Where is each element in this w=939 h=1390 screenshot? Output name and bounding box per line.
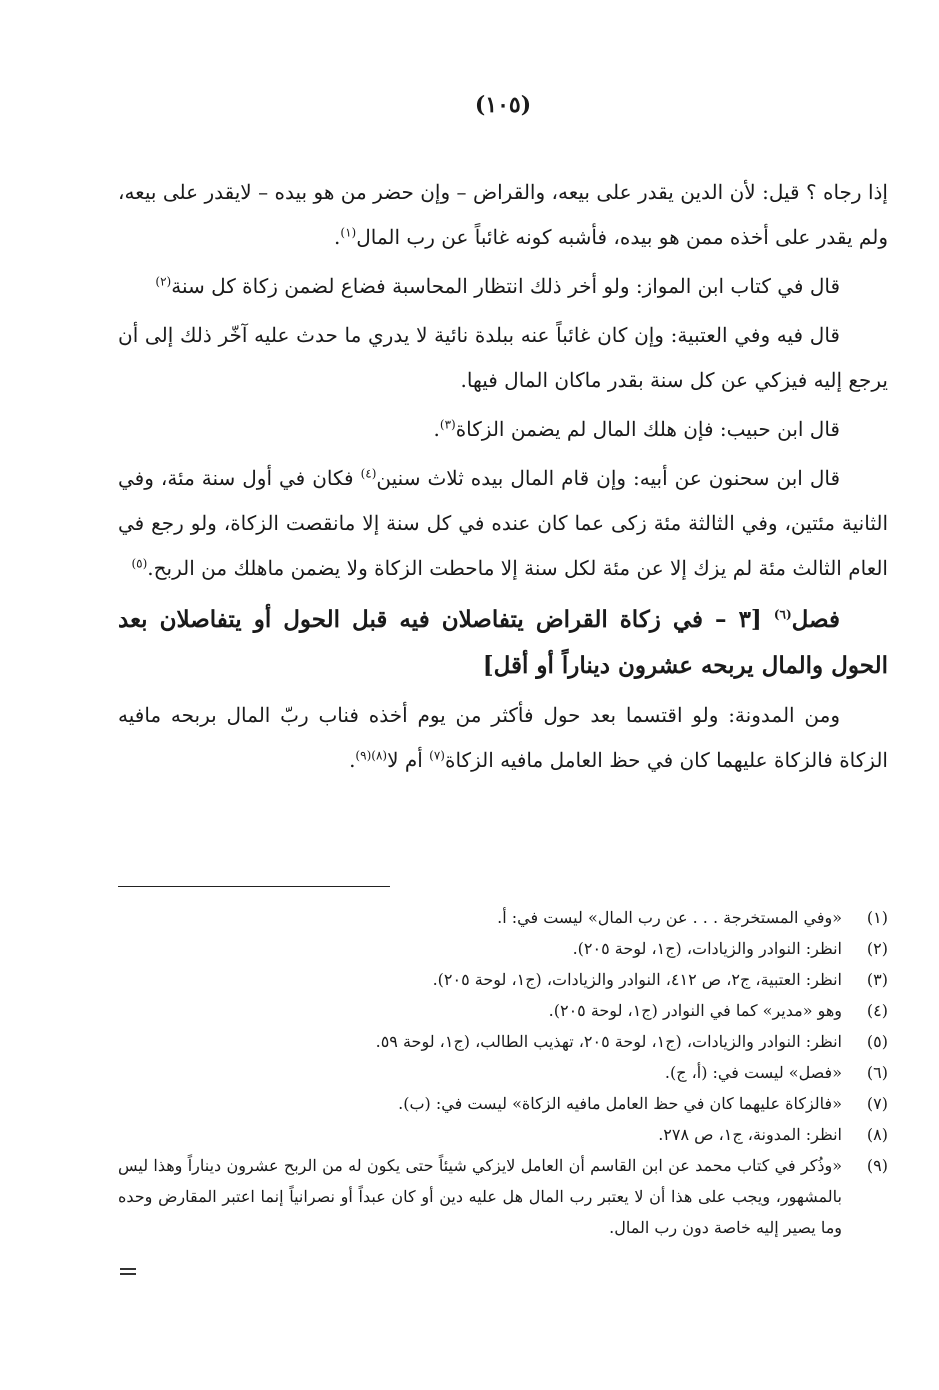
footnote-4 xyxy=(118,995,888,1026)
paragraph-5-end: فكان في أول سنة مئة، وفي الثانية مئتين، وفي الثالثة مئة زكى عما كان عنده في كل سنة إلا مانقصت الزكاة، ولو رجع في العام الثالث مئة لم يزك إلا عن مئة لكل سنة إلا ماحطت الزكاة ولا يضمن ماهلك من الربح. xyxy=(118,466,888,580)
footnote-text: انظر: النوادر والزيادات، (ج١، لوحة ٢٠٥). xyxy=(572,939,842,958)
paragraph-2-text: قال في كتاب ابن المواز: ولو أخر ذلك انتظار المحاسبة فضاع لضمن زكاة كل سنة xyxy=(171,274,840,298)
footnote-separator xyxy=(118,886,390,887)
footnote-text: انظر: العتبية، ج٢، ص ٤١٢، النوادر والزيادات، (ج١، لوحة ٢٠٥). xyxy=(432,970,842,989)
footnote-text: انظر: المدونة، ج١، ص ٢٧٨. xyxy=(658,1125,842,1144)
paragraph-3 xyxy=(118,313,888,403)
page xyxy=(118,0,888,1390)
footnote-ref-2: (٢) xyxy=(155,274,172,289)
footnote-ref-7: (٧) xyxy=(429,748,445,763)
paragraph-6-text-2: أم لا xyxy=(387,748,430,772)
paragraph-4-text: قال ابن حبيب: فإن هلك المال لم يضمن الزكاة xyxy=(455,417,840,441)
section-heading-word: فصل xyxy=(791,606,840,633)
footnote-7 xyxy=(118,1088,888,1119)
footnotes xyxy=(118,902,888,1243)
footnote-ref-4: (٤) xyxy=(360,466,377,481)
paragraph-5 xyxy=(118,456,888,591)
footnote-number: (٦) xyxy=(866,1063,888,1082)
footnote-number: (٤) xyxy=(866,1001,888,1020)
paragraph-3-text: قال فيه وفي العتبية: وإن كان غائباً عنه ببلدة نائية لا يدري ما حدث عليه آخّر ذلك إلى أن يرجع إليه فيزكي عن كل سنة بقدر ماكان المال فيها. xyxy=(118,323,888,392)
footnote-3 xyxy=(118,964,888,995)
footnote-number: (٥) xyxy=(866,1032,888,1051)
footnote-ref-8-9: (٨)(٩) xyxy=(355,748,388,763)
footnote-9 xyxy=(118,1150,888,1243)
section-heading-text: [٣ – في زكاة القراض يتفاصلان فيه قبل الحول أو يتفاصلان بعد الحول والمال يربحه عشرون ديناراً أو أقل] xyxy=(118,606,888,679)
paragraph-6 xyxy=(118,693,888,783)
section-heading xyxy=(118,597,888,689)
footnote-number: (٧) xyxy=(866,1094,888,1113)
paragraph-1-end: . xyxy=(334,225,341,249)
footnote-text: «فالزكاة عليهما كان في حظ العامل مافيه الزكاة» ليست في: (ب). xyxy=(398,1094,842,1113)
footnote-ref-6: (٦) xyxy=(773,607,792,622)
footnote-ref-1: (١) xyxy=(340,225,357,240)
end-mark xyxy=(120,1268,136,1278)
paragraph-1 xyxy=(118,170,888,260)
footnote-number: (١) xyxy=(866,908,888,927)
paragraph-4-end: . xyxy=(433,417,440,441)
footnote-number: (٢) xyxy=(866,939,888,958)
footnote-6 xyxy=(118,1057,888,1088)
footnote-2 xyxy=(118,933,888,964)
footnote-number: (٣) xyxy=(866,970,888,989)
footnote-number: (٨) xyxy=(866,1125,888,1144)
paragraph-2 xyxy=(118,264,888,309)
paragraph-5-text: قال ابن سحنون عن أبيه: وإن قام المال بيده ثلاث سنين xyxy=(376,466,841,490)
footnote-8 xyxy=(118,1119,888,1150)
footnote-text: «فصل» ليست في: (أ، ج). xyxy=(664,1063,842,1082)
footnote-text: وهو «مدير» كما في النوادر (ج١، لوحة ٢٠٥). xyxy=(548,1001,842,1020)
paragraph-4 xyxy=(118,407,888,452)
footnote-text: «وذُكر في كتاب محمد عن ابن القاسم أن العامل لايزكي شيئاً حتى يكون له من الربح عشرون ديناراً وهذا ليس بالمشهور، ويجب على هذا أن لا يعتبر رب المال هل عليه دين أو كان عبداً أو نصرانياً إنما اعتبر المقارض وحده وما يصير إليه خاصة دون رب المال. xyxy=(118,1156,842,1237)
main-text xyxy=(118,170,888,783)
footnote-text: انظر: النوادر والزيادات، (ج١، لوحة ٢٠٥، تهذيب الطالب، (ج١، لوحة ٥٩. xyxy=(375,1032,842,1051)
footnote-5 xyxy=(118,1026,888,1057)
footnote-ref-3: (٣) xyxy=(439,417,456,432)
paragraph-1-text: إذا رجاه ؟ قيل: لأن الدين يقدر على بيعه، والقراض – وإن حضر من هو بيده – لايقدر على بيعه، ولم يقدر على أخذه ممن هو بيده، فأشبه كونه غائباً عن رب المال xyxy=(118,180,888,249)
footnote-ref-5: (٥) xyxy=(131,556,148,571)
footnote-text: «وفي المستخرجة . . . عن رب المال» ليست في: أ. xyxy=(497,908,842,927)
paragraph-6-end: . xyxy=(349,748,356,772)
page-number: (١٠٥) xyxy=(474,92,532,118)
footnote-1 xyxy=(118,902,888,933)
footnote-number: (٩) xyxy=(866,1156,888,1175)
paragraph-6-text: ومن المدونة: ولو اقتسما بعد حول فأكثر من يوم أخذه فناب ربّ المال بربحه مافيه الزكاة فالزكاة عليهما كان في حظ العامل مافيه الزكاة xyxy=(118,703,888,772)
